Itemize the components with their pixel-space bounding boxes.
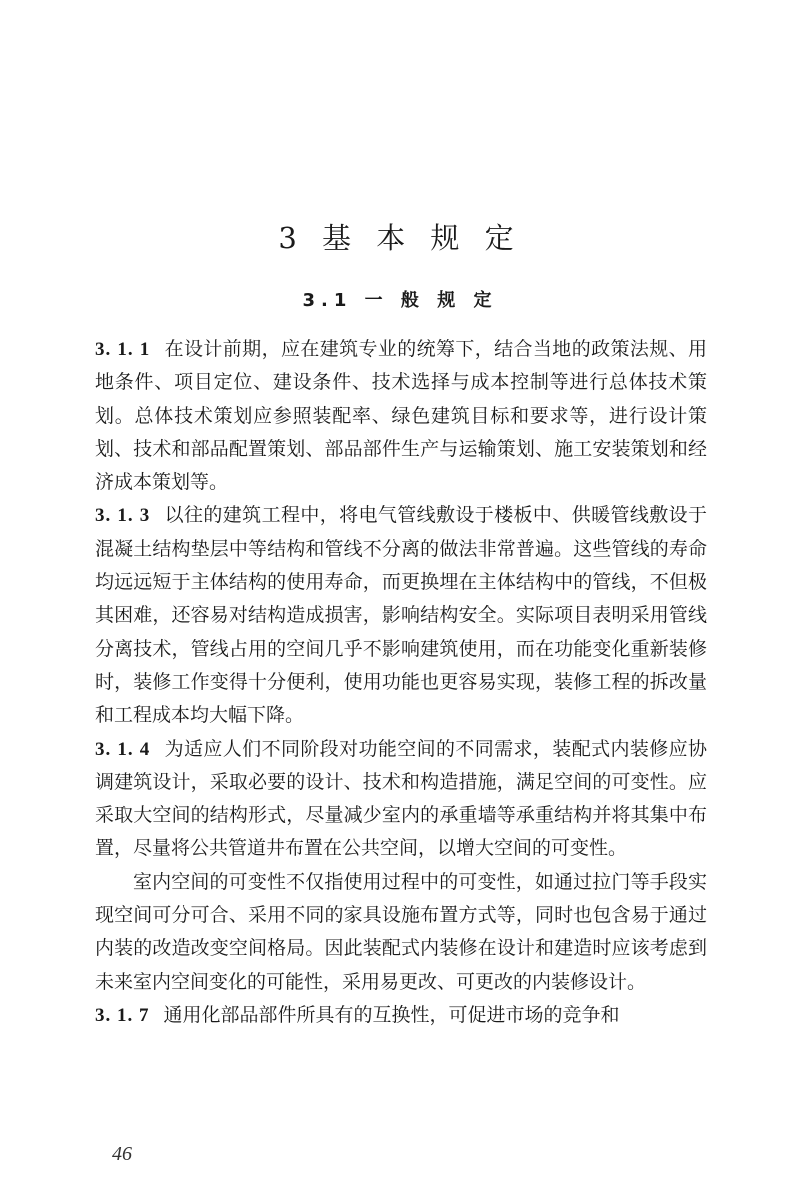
clause-number: 3. 1. 7 — [95, 1004, 150, 1026]
paragraph-text: 以往的建筑工程中，将电气管线敷设于楼板中、供暖管线敷设于混凝土结构垫层中等结构和管线不分离的做法非常普遍。这些管线的寿命均远远短于主体结构的使用寿命，而更换埋在主体结构中的管线，不但极其困难，还容易对结构造成损害，影响结构安全。实际项目表明采用管线分离技术，管线占用的空间几乎不影响建筑使用，而在功能变化重新装修时，装修工作变得十分便利，使用功能也更容易实现，装修工程的拆改量和工程成本均大幅下降。 — [95, 504, 707, 727]
paragraph-continuation — [95, 866, 707, 999]
paragraph-3-1-3 — [95, 499, 707, 732]
paragraph-3-1-1 — [95, 333, 707, 499]
section-title: 3.1 一 般 规 定 — [302, 290, 498, 311]
chapter-title: 3 基 本 规 定 — [278, 221, 522, 255]
paragraph-3-1-4 — [95, 733, 707, 866]
paragraph-text: 通用化部品部件所具有的互换性，可促进市场的竞争和 — [163, 1003, 620, 1026]
clause-number: 3. 1. 1 — [95, 339, 151, 360]
clause-number: 3. 1. 3 — [95, 505, 151, 527]
paragraph-text: 为适应人们不同阶段对功能空间的不同需求，装配式内装修应协调建筑设计，采取必要的设计、技术和构造措施，满足空间的可变性。应采取大空间的结构形式，尽量减少室内的承重墙等承重结构并将其集中布置，尽量将公共管道井布置在公共空间，以增大空间的可变性。 — [95, 737, 707, 860]
clause-number: 3. 1. 4 — [95, 738, 151, 760]
paragraph-text: 在设计前期，应在建筑专业的统筹下，结合当地的政策法规、用地条件、项目定位、建设条件、技术选择与成本控制等进行总体技术策划。总体技术策划应参照装配率、绿色建筑目标和要求等，进行设计策划、技术和部品配置策划、部品部件生产与运输策划、施工安装策划和经济成本策划等。 — [95, 338, 707, 494]
document-body — [95, 333, 707, 1032]
page-number: 46 — [112, 1143, 132, 1165]
paragraph-3-1-7 — [95, 999, 707, 1032]
paragraph-text: 室内空间的可变性不仅指使用过程中的可变性，如通过拉门等手段实现空间可分可合、采用不同的家具设施布置方式等，同时也包含易于通过内装的改造改变空间格局。因此装配式内装修在设计和建造时应该考虑到未来室内空间变化的可能性，采用易更改、可更改的内装修设计。 — [95, 870, 707, 993]
